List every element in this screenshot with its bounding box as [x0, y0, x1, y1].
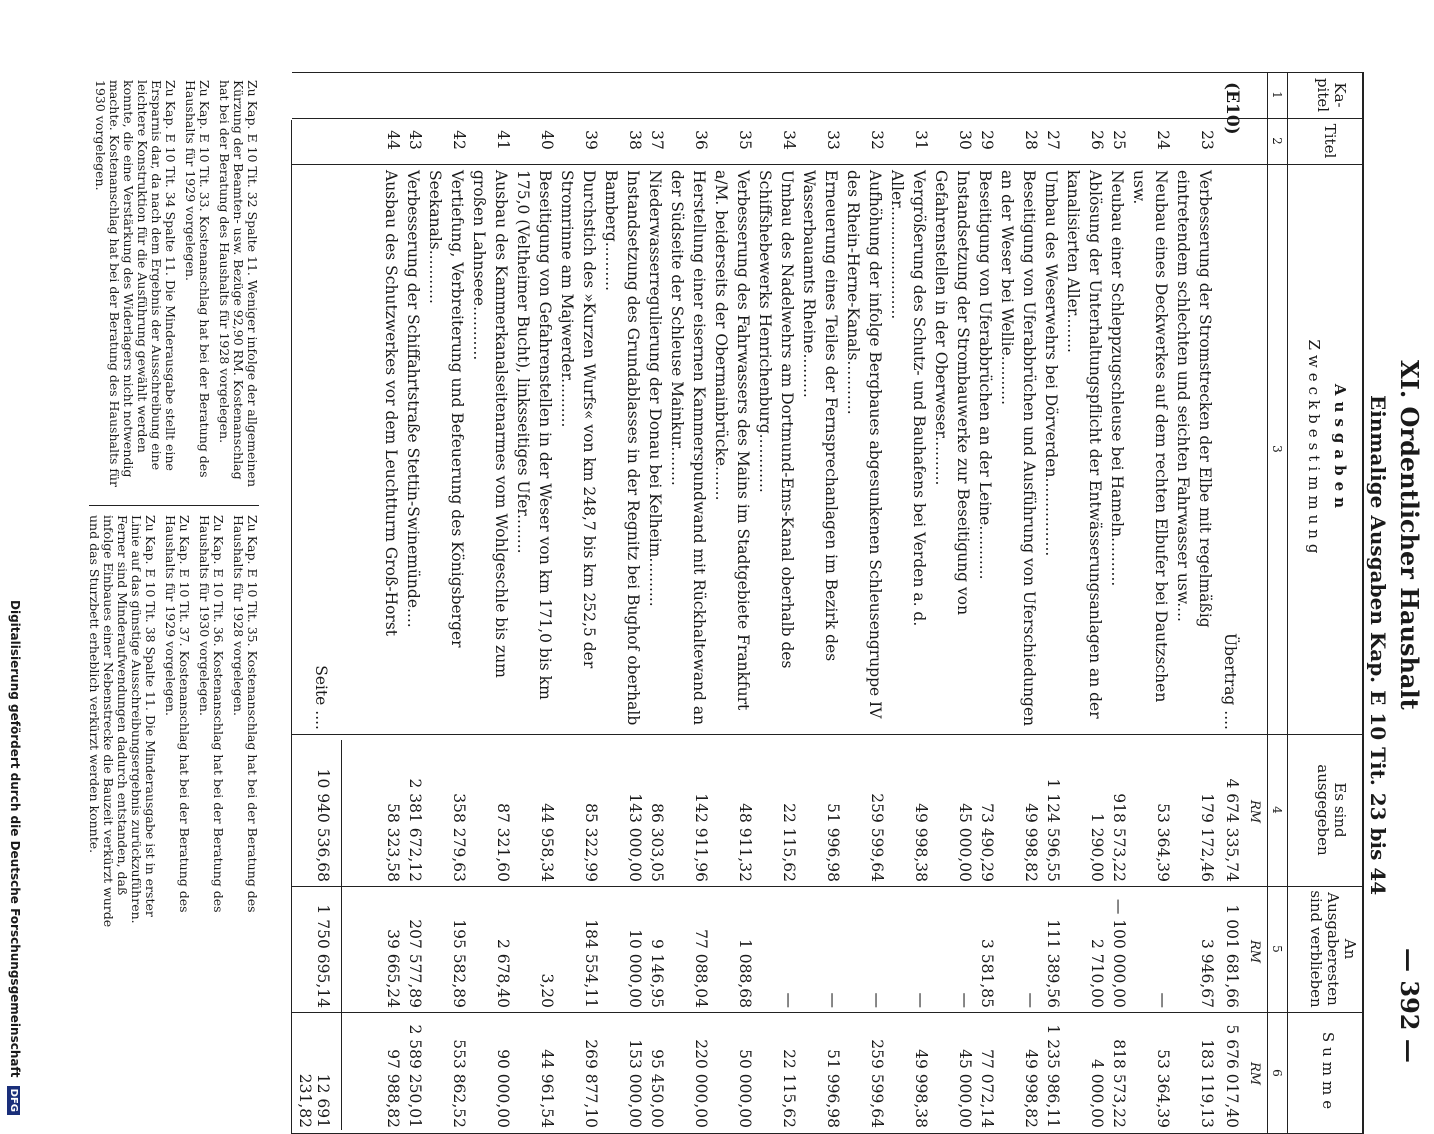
row-titel: 36: [692, 130, 710, 150]
row-summe: 97 988,82: [384, 1049, 402, 1128]
header-ausgegeben: Es sind ausgegeben: [1314, 764, 1349, 856]
row-ausgabereste: 9 146,95: [648, 938, 666, 1008]
header-ausgaben: Ausgaben: [1331, 383, 1349, 515]
row-titel: 32: [868, 130, 886, 150]
row-ausgegeben: 53 364,39: [1154, 803, 1172, 882]
row-ausgegeben: 259 599,64: [868, 793, 886, 882]
uebertrag-text: Übertrag ....: [1221, 632, 1239, 730]
colnum-4: 4: [1270, 806, 1284, 814]
col-divider-1: [292, 118, 1364, 119]
uebertrag-ausgabereste: 1 001 681,66: [1223, 904, 1241, 1008]
header-ausgabereste: An Ausgaberesten sind verblieben: [1307, 890, 1359, 1008]
page-header: [1395, 360, 1424, 1063]
row-ausgegeben: 58 323,58: [384, 803, 402, 882]
row-ausgabereste: 2 710,00: [1088, 938, 1106, 1008]
row-titel: 40: [538, 130, 556, 150]
row-ausgabereste: —: [956, 992, 974, 1008]
kapitel-label: (E10): [1222, 82, 1242, 135]
row-titel: 41: [494, 130, 512, 150]
header-kapitel: Ka- pitel: [1314, 77, 1349, 113]
row-summe: 220 000,00: [692, 1039, 710, 1128]
row-summe: 44 961,54: [538, 1049, 556, 1128]
row-zweckbestimmung: Ablösung der Unterhaltungspflicht der Entwässerungsanlagen an der kanalisierten Aller........: [1064, 170, 1104, 719]
row-ausgabereste: 184 554,11: [582, 919, 600, 1008]
row-summe: 50 000,00: [736, 1049, 754, 1128]
row-ausgabereste: —: [1022, 992, 1040, 1008]
unit-col4: RM: [1247, 800, 1262, 824]
row-zweckbestimmung: Durchstich des »Kurzen Wurfs« von km 248,7 bis km 252,5 der Stromrinne am Majwerder..........: [558, 170, 598, 669]
row-zweckbestimmung: Instandsetzung des Grundablasses in der Regnitz bei Bughof oberhalb Bamberg..........: [602, 170, 642, 726]
row-zweckbestimmung: Neubau einer Schleppzugschleuse bei Hameln..........: [1108, 170, 1126, 587]
footer: [7, 600, 22, 1115]
row-zweckbestimmung: Verbesserung der Stromstrecken der Elbe mit regelmäßig eintretendem schlechten und seichten Fahrwasser usw....: [1174, 170, 1214, 628]
row-summe: 49 998,38: [912, 1049, 930, 1128]
colnum-1: 1: [1270, 91, 1284, 99]
row-ausgegeben: 73 490,29: [978, 803, 996, 882]
row-ausgegeben: 49 998,38: [912, 803, 930, 882]
row-ausgegeben: 142 911,96: [692, 793, 710, 882]
row-ausgegeben: 1 124 596,55: [1044, 778, 1062, 882]
row-ausgabereste: — 100 000,00: [1110, 898, 1128, 1008]
row-summe: 77 072,14: [978, 1049, 996, 1128]
note-left-2: Zu Kap. E 10 Tit. 33. Kostenanschlag hat bei der Beratung des Haushalts für 1929 vorgelegen.: [183, 80, 212, 478]
seite-ausgabereste: 1 750 695,14: [314, 904, 332, 1008]
note-left-1: Zu Kap. E 10 Tit. 32 Spalte 11. Weniger infolge der allgemeinen Kürzung der Beamten- usw. Bezüge 92,90 RM. Kostenanschlag hat bei der Beratung des Haushalts für 1928 vorgelegen.: [217, 80, 260, 488]
row-titel: 25: [1110, 130, 1128, 150]
row-ausgegeben: 44 958,34: [538, 803, 556, 882]
col-divider-4: [292, 886, 1364, 887]
section-title: XI. Ordentlicher Haushalt: [1395, 360, 1424, 710]
row-titel: 29: [978, 130, 996, 150]
row-zweckbestimmung: Beseitigung von Uferabbrüchen und Ausführung von Uferschiedungen an der Weser bei Wellie..........: [998, 170, 1038, 727]
seite-ausgegeben: 10 940 536,68: [314, 768, 332, 882]
row-zweckbestimmung: Erneuerung eines Teiles der Fernsprechanlagen im Bezirk des Wasserbauamts Rheine.........: [800, 170, 840, 662]
row-summe: 553 862,52: [450, 1039, 468, 1128]
row-zweckbestimmung: Neubau eines Deckwerkes auf dem rechten Elbufer bei Dautzschen usw.: [1130, 170, 1170, 703]
row-zweckbestimmung: Vertiefung, Verbreiterung und Befeuerung des Königsberger Seekanals...........: [426, 170, 466, 648]
row-ausgabereste: 39 665,24: [384, 929, 402, 1008]
row-ausgegeben: 22 115,62: [780, 803, 798, 882]
row-ausgegeben: 49 998,82: [1022, 803, 1040, 882]
note-right-3: Zu Kap. E 10 Tit. 37. Kostenanschlag hat bei der Beratung des Haushalts für 1929 vorgelegen.: [163, 515, 192, 913]
row-ausgabereste: 10 000,00: [626, 929, 644, 1008]
row-zweckbestimmung: Beseitigung von Gefahrenstellen in der Weser von km 171,0 bis km 175,0 (Veltheimer Bucht), linksseitiges Ufer........: [514, 170, 554, 700]
dfg-logo: DFG: [7, 1086, 20, 1115]
table-left-border: [292, 72, 1364, 73]
table-bottom-rule: [291, 120, 292, 1134]
header-zweckbestimmung: Zweckbestimmung: [1305, 339, 1323, 559]
row-titel: 43: [406, 130, 424, 150]
footer-text: Digitalisierung gefördert durch die Deutsche Forschungsgemeinschaft: [8, 600, 22, 1078]
row-ausgegeben: 51 996,98: [824, 803, 842, 882]
row-titel: 39: [582, 130, 600, 150]
row-titel: 30: [956, 130, 974, 150]
colnum-6: 6: [1270, 1069, 1284, 1077]
row-zweckbestimmung: Beseitigung von Uferabbrüchen an der Leine...........: [976, 170, 994, 580]
row-titel: 24: [1154, 130, 1172, 150]
colnum-rule: [1267, 72, 1268, 1134]
row-ausgegeben: 1 290,00: [1088, 812, 1106, 882]
row-zweckbestimmung: Niederwasserregulierung der Donau bei Kelheim..........: [646, 170, 664, 607]
uebertrag-ausgegeben: 4 674 335,74: [1223, 778, 1241, 882]
colnum-3: 3: [1270, 445, 1284, 453]
notes-left: [87, 80, 259, 500]
row-summe: 22 115,62: [780, 1049, 798, 1128]
row-titel: 35: [736, 130, 754, 150]
row-summe: 90 000,00: [494, 1049, 512, 1128]
top-rule: [1362, 72, 1364, 1134]
row-zweckbestimmung: Umbau des Weserwehrs bei Dörverden................: [1042, 170, 1060, 557]
row-summe: 53 364,39: [1154, 1049, 1172, 1128]
row-ausgegeben: 179 172,46: [1198, 793, 1216, 882]
notes-divider: [89, 505, 259, 506]
row-titel: 27: [1044, 130, 1062, 150]
page-subtitle: Einmalige Ausgaben Kap. E 10 Tit. 23 bis 44: [1366, 395, 1390, 896]
row-zweckbestimmung: Verbesserung der Schiffahrtstraße Stettin-Swinemünde....: [404, 170, 422, 628]
row-titel: 44: [384, 130, 402, 150]
row-summe: 49 998,82: [1022, 1049, 1040, 1128]
note-right-1: Zu Kap. E 10 Tit. 35. Kostenanschlag hat bei der Beratung des Haushalts für 1928 vorgelegen.: [231, 515, 260, 913]
header-summe: Summe: [1319, 1031, 1337, 1115]
header-bottom-rule: [1287, 72, 1288, 1134]
row-zweckbestimmung: Ausbau des Schutzwerkes vor dem Leuchtturm Groß-Horst: [382, 170, 400, 637]
row-ausgabereste: 77 088,04: [692, 929, 710, 1008]
seite-text: Seite ....: [312, 665, 330, 730]
row-titel: 23: [1198, 130, 1216, 150]
uebertrag-summe: 5 676 017,40: [1223, 1024, 1241, 1128]
row-titel: 42: [450, 130, 468, 150]
row-ausgegeben: 2 381 672,12: [406, 778, 424, 882]
sum-rule: [341, 740, 342, 1130]
row-zweckbestimmung: Instandsetzung der Strombauwerke zur Beseitigung von Gefahrenstellen in der Oberweser..........: [932, 170, 972, 616]
row-ausgegeben: 918 573,22: [1110, 793, 1128, 882]
row-ausgabereste: 207 577,89: [406, 919, 424, 1008]
row-ausgegeben: 143 000,00: [626, 793, 644, 882]
note-right-4: Zu Kap. E 10 Tit. 38 Spalte 11. Die Minderausgabe ist in erster Linie auf das günstige Ausschreibungsergebnis zurückzuführen. Ferner sind Minderaufwendungen dadurch entstanden, daß infolge Einbaues einer Nebenstrecke die Bauzeit verkürzt wurde und das Sturzbett erheblich verkürzt werden konnte.: [87, 515, 158, 928]
row-summe: 153 000,00: [626, 1039, 644, 1128]
row-summe: 183 119,13: [1198, 1039, 1216, 1128]
note-right-2: Zu Kap. E 10 Tit. 36. Kostenanschlag hat bei der Beratung des Haushalts für 1930 vorgelegen.: [197, 515, 226, 913]
row-zweckbestimmung: Aufhöhung der infolge Bergbaues abgesunkenen Schleusengruppe IV des Rhein-Herne-Kanals...........: [844, 170, 884, 719]
row-summe: 4 000,00: [1088, 1058, 1106, 1128]
row-ausgegeben: 358 279,63: [450, 793, 468, 882]
col-divider-5: [292, 1012, 1364, 1013]
row-titel: 38: [626, 130, 644, 150]
colnum-2: 2: [1270, 137, 1284, 145]
row-ausgegeben: 48 911,32: [736, 803, 754, 882]
row-ausgabereste: 3 581,85: [978, 938, 996, 1008]
notes-right: [81, 515, 259, 935]
row-summe: 45 000,00: [956, 1049, 974, 1128]
row-ausgabereste: 3 946,67: [1198, 938, 1216, 1008]
row-ausgabereste: —: [1154, 992, 1172, 1008]
row-ausgabereste: 3,20: [538, 973, 556, 1008]
row-titel: 37: [648, 130, 666, 150]
row-zweckbestimmung: Umbau des Nadelwehrs am Dortmund-Ems-Kanal oberhalb des Schiffshebewerks Henrichenburg............: [756, 170, 796, 669]
row-zweckbestimmung: Ausbau des Kammerkanalseitenarmes vom Wohlgeschle bis zum großen Lahnseee...........: [470, 170, 510, 678]
row-titel: 34: [780, 130, 798, 150]
row-ausgabereste: 2 678,40: [494, 938, 512, 1008]
row-ausgabereste: —: [824, 992, 842, 1008]
row-summe: 95 450,00: [648, 1049, 666, 1128]
row-ausgabereste: —: [780, 992, 798, 1008]
row-zweckbestimmung: Verbesserung des Fahrwassers des Mains im Stadtgebiete Frankfurt a/M. beiderseits der Obermainbrücke.......: [712, 170, 752, 711]
row-ausgabereste: 111 389,56: [1044, 919, 1062, 1008]
row-ausgabereste: 195 582,89: [450, 919, 468, 1008]
row-titel: 28: [1022, 130, 1040, 150]
row-ausgegeben: 85 322,99: [582, 803, 600, 882]
row-summe: 1 235 986,11: [1044, 1024, 1062, 1128]
seite-summe: 12 691 231,82: [296, 1073, 332, 1128]
row-ausgabereste: 1 088,68: [736, 938, 754, 1008]
row-summe: 51 996,98: [824, 1049, 842, 1128]
page-number: — 392 —: [1395, 948, 1424, 1063]
row-ausgegeben: 45 000,00: [956, 803, 974, 882]
row-summe: 818 573,22: [1110, 1039, 1128, 1128]
row-titel: 31: [912, 130, 930, 150]
unit-col5: RM: [1247, 940, 1262, 964]
header-titel: Titel: [1321, 123, 1339, 159]
row-summe: 259 599,64: [868, 1039, 886, 1128]
row-zweckbestimmung: Vergrößerung des Schutz- und Bauhafens bei Verden a. d. Aller.......................: [888, 170, 928, 627]
row-ausgabereste: —: [912, 992, 930, 1008]
col-divider-3: [292, 734, 1364, 735]
row-ausgegeben: 86 303,05: [648, 803, 666, 882]
row-zweckbestimmung: Herstellung einer eisernen Kammerspundwand mit Rückhaltewand an der Südseite der Schleuse Mainkur........: [668, 170, 708, 726]
row-titel: 33: [824, 130, 842, 150]
row-summe: 269 877,10: [582, 1039, 600, 1128]
unit-col6: RM: [1247, 1062, 1262, 1086]
row-summe: 2 589 250,01: [406, 1024, 424, 1128]
colnum-5: 5: [1270, 945, 1284, 953]
note-left-3: Zu Kap. E 10 Tit. 34 Spalte 11. Die Minderausgabe stellt eine Ersparnis dar, da nach dem Ergebnis der Ausschreibung eine leichtere Konstruktion für die Ausführung gewählt werden konnte, die eine Verstärkung des Widerlagers nicht notwendig machte. Kostenanschlag hat bei der Beratung des Haushalts für 1930 vorgelegen.: [93, 80, 178, 488]
col-divider-2: [292, 164, 1364, 165]
row-ausgegeben: 87 321,60: [494, 803, 512, 882]
row-ausgabereste: —: [868, 992, 886, 1008]
row-titel: 26: [1088, 130, 1106, 150]
